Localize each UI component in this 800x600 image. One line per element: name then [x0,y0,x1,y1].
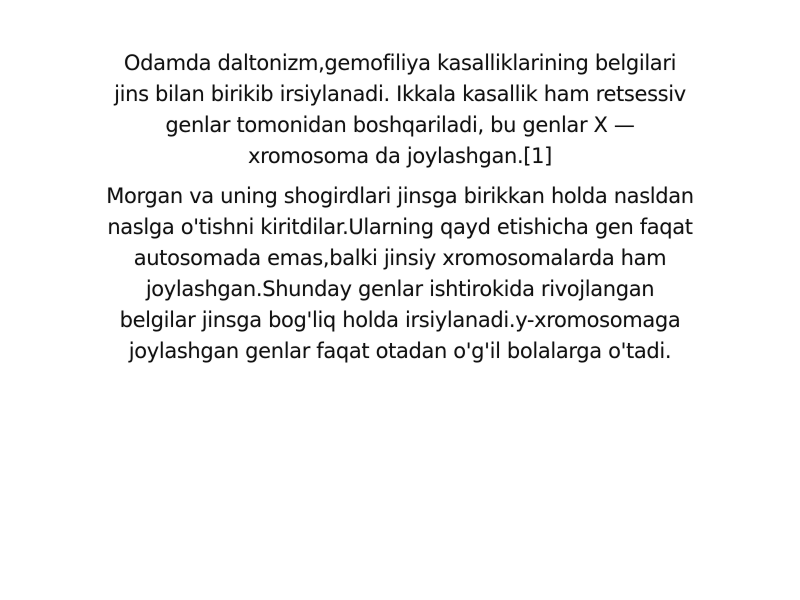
paragraph-morgan-sex-linkage: Morgan va uning shogirdlari jinsga birikkan holda nasldan naslga o'tishni kiritdilar.Ularning qayd etishicha gen faqat autosomada emas,balki jinsiy xromosomalarda ham joylashgan.Shunday genlar ishtirokida rivojlangan belgilar jinsga bog'liq holda irsiylanadi.y-xromosomaga joylashgan genlar faqat otadan o'g'il bolalarga o'tadi. [106,184,694,363]
slide-text-body [105,48,695,367]
paragraph-sex-linked-diseases: Odamda daltonizm,gemofiliya kasalliklarining belgilari jins bilan birikib irsiylanadi. Ikkala kasallik ham retsessiv genlar tomonidan boshqariladi, bu genlar X — xromosoma da joylashgan.[1] [114,51,686,168]
